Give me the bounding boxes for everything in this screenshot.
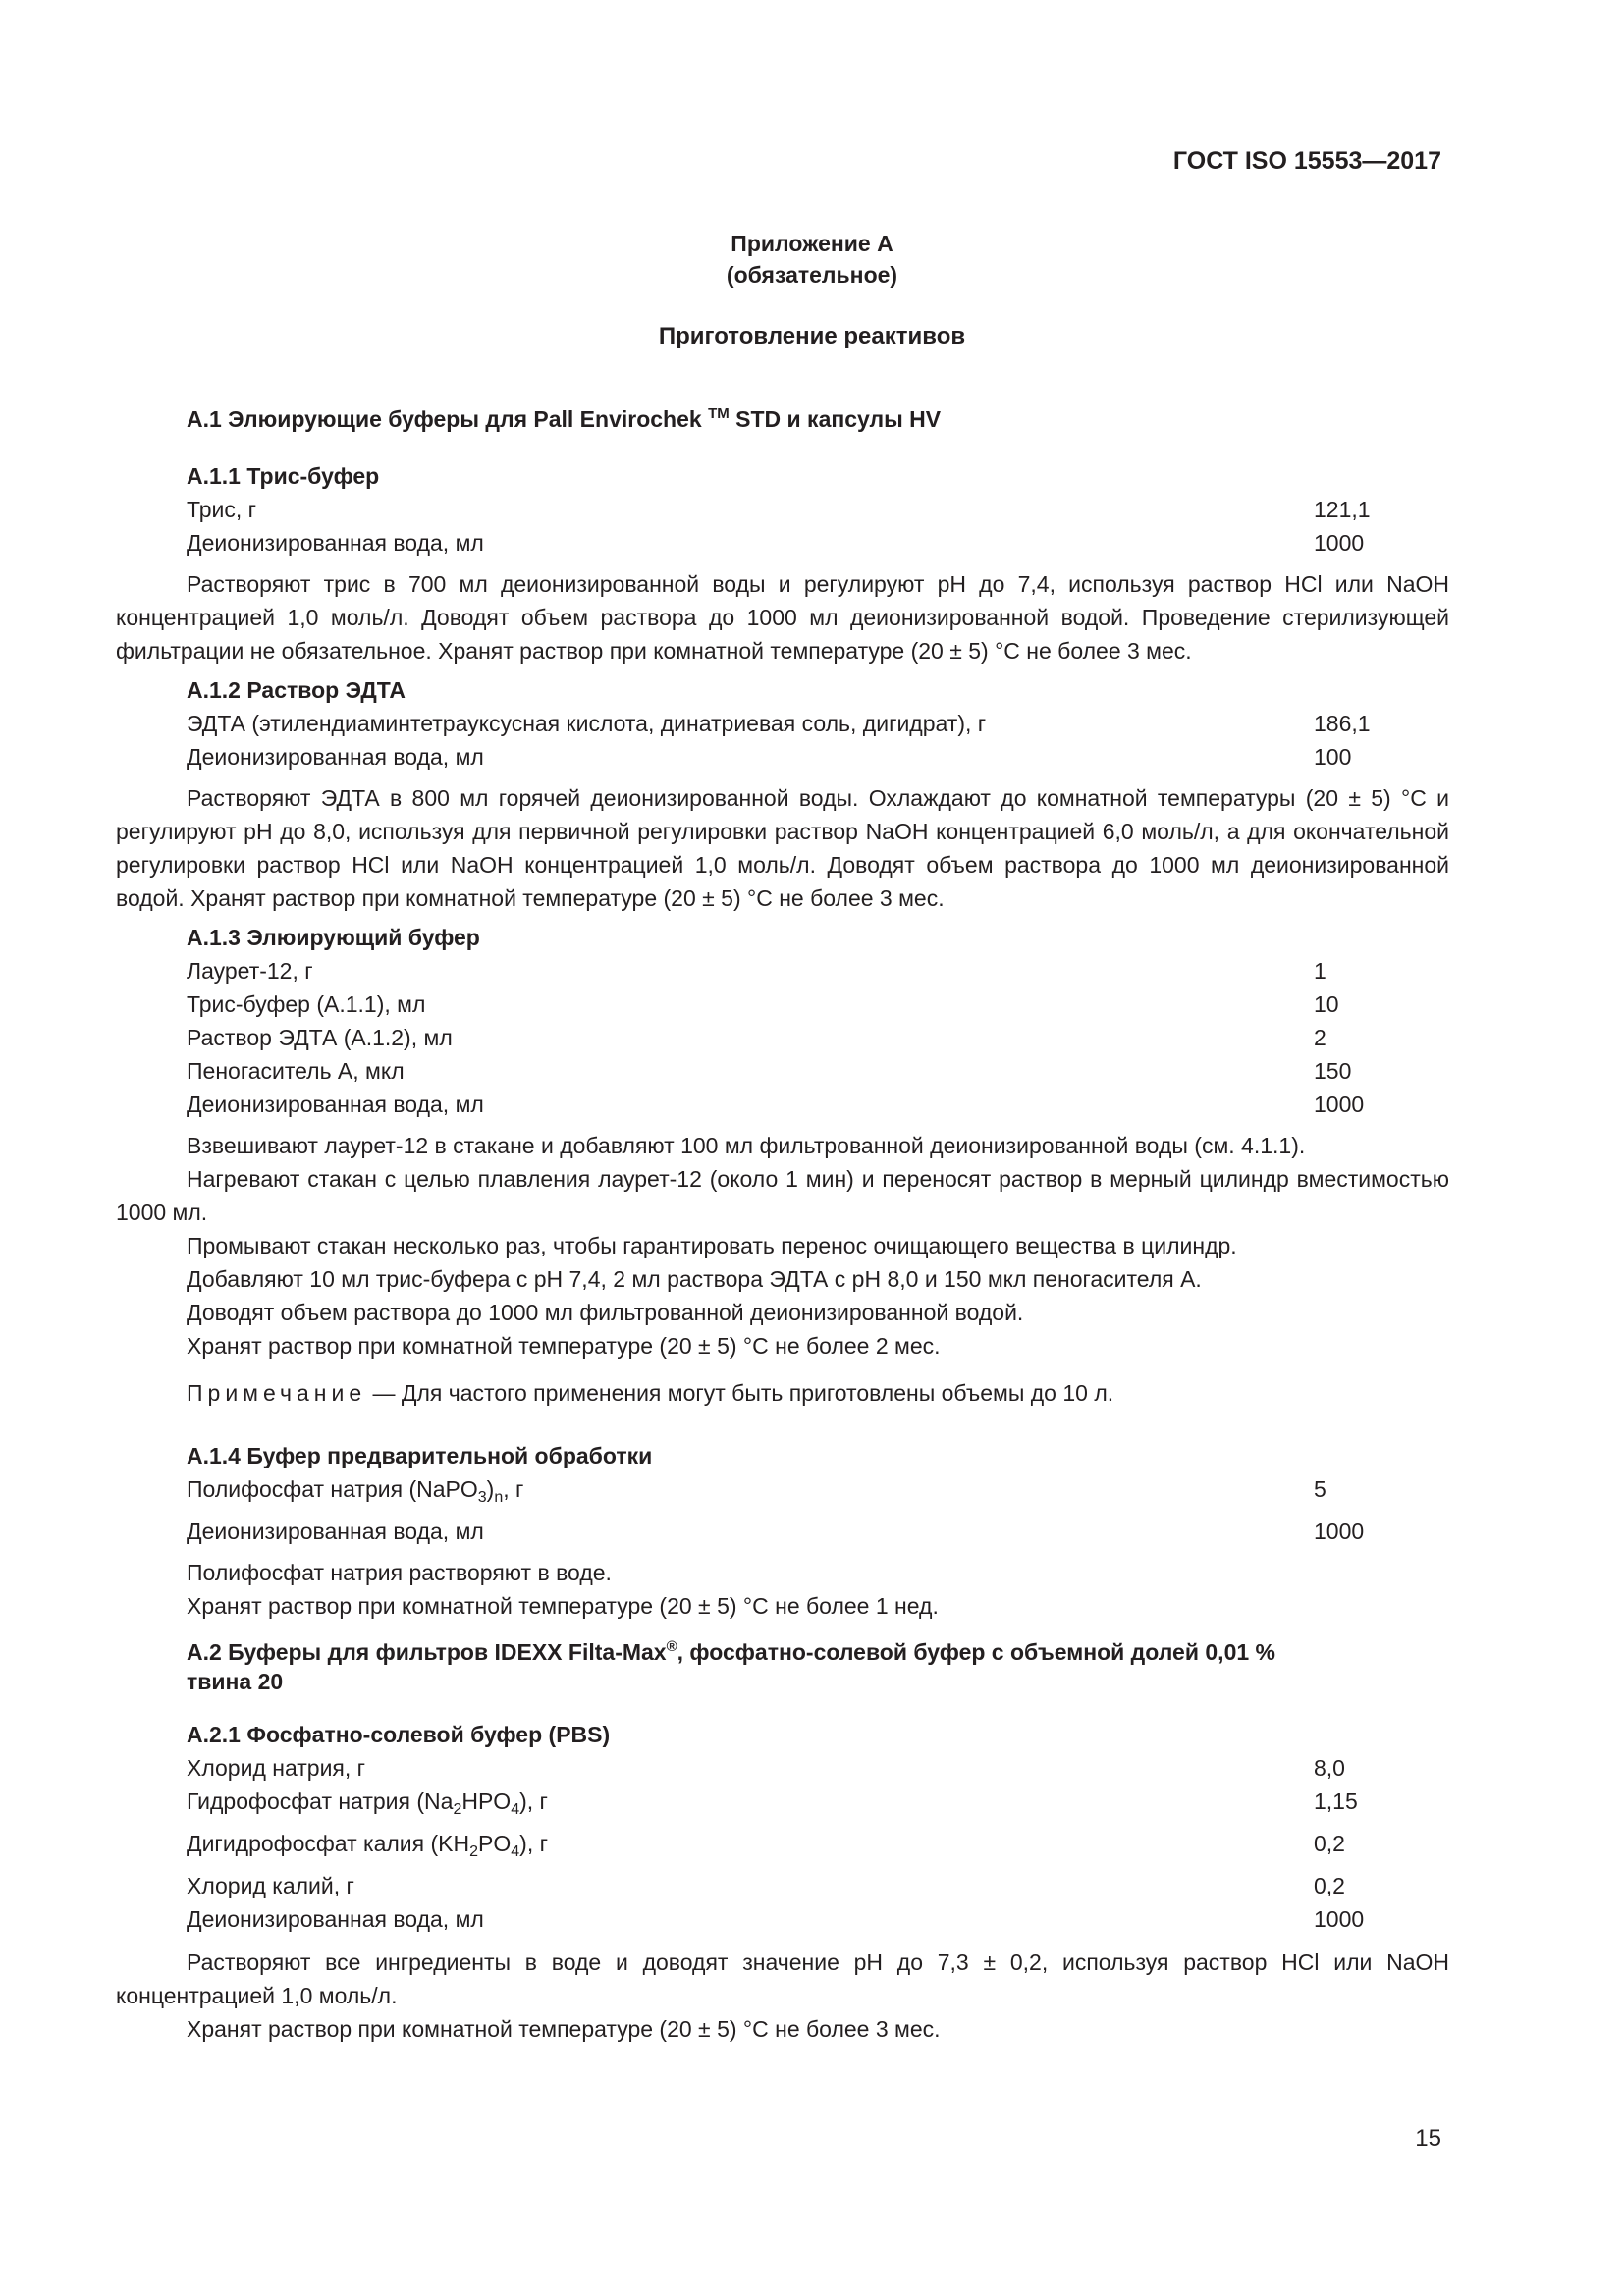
section-a13-heading: А.1.3 Элюирующий буфер — [187, 925, 480, 950]
row-value: 100 — [1314, 744, 1352, 770]
appendix-title: Приготовление реактивов — [658, 323, 966, 349]
table-row — [187, 1088, 1371, 1121]
table-row — [187, 493, 1371, 526]
label-part: Гидрофосфат натрия (Na — [187, 1789, 454, 1814]
table-row — [187, 988, 1371, 1021]
row-value: 1000 — [1314, 1092, 1365, 1117]
row-value: 0,2 — [1314, 1831, 1345, 1856]
table-row — [187, 1827, 1371, 1869]
page-number: 15 — [1415, 2125, 1441, 2152]
row-value: 2 — [1314, 1025, 1326, 1050]
section-a2-heading-text: А.2 Буферы для фильтров IDEXX Filta-Max — [187, 1639, 667, 1665]
table-row — [187, 954, 1371, 988]
row-label: Деионизированная вода, мл — [187, 744, 484, 770]
row-value: 10 — [1314, 991, 1339, 1017]
label-part: Полифосфат натрия (NaPO — [187, 1476, 478, 1502]
label-part: , г — [503, 1476, 524, 1502]
row-label — [187, 1827, 1314, 1869]
row-value: 150 — [1314, 1058, 1352, 1084]
subscript: 2 — [469, 1843, 479, 1860]
paragraph: Взвешивают лаурет-12 в стакане и добавляют 100 мл фильтрованной деионизированной воды (см. 4.1.1). — [187, 1133, 1306, 1158]
row-label: ЭДТА (этилендиаминтетрауксусная кислота, динатриевая соль, дигидрат), г — [187, 711, 987, 736]
paragraph: Нагревают стакан с целью плавления лаурет-12 (около 1 мин) и переносят раствор в мерный цилиндр вместимостью 1000 мл. — [116, 1166, 1449, 1225]
row-value: 1,15 — [1314, 1789, 1358, 1814]
label-part: ), г — [519, 1789, 548, 1814]
row-value: 1000 — [1314, 1519, 1365, 1544]
row-label: Хлорид калий, г — [187, 1873, 354, 1898]
paragraph: Хранят раствор при комнатной температуре (20 ± 5) °С не более 1 нед. — [187, 1593, 939, 1619]
row-value: 1000 — [1314, 1906, 1365, 1932]
row-label: Деионизированная вода, мл — [187, 1092, 484, 1117]
row-value: 1000 — [1314, 530, 1365, 556]
row-label: Пеногаситель А, мкл — [187, 1058, 405, 1084]
subscript: 4 — [511, 1843, 520, 1860]
table-row — [187, 1021, 1371, 1054]
table-row — [187, 1751, 1371, 1785]
paragraph: Полифосфат натрия растворяют в воде. — [187, 1560, 612, 1585]
label-part: ) — [486, 1476, 495, 1502]
document-body — [116, 398, 1449, 2046]
row-value: 186,1 — [1314, 711, 1371, 736]
section-a1-heading — [187, 398, 1449, 436]
row-label: Трис-буфер (А.1.1), мл — [187, 991, 426, 1017]
table-row — [187, 1902, 1371, 1936]
subscript: 3 — [477, 1489, 487, 1506]
trademark-mark: TM — [708, 405, 730, 422]
label-part: PO — [478, 1831, 512, 1856]
paragraph: Хранят раствор при комнатной температуре (20 ± 5) °С не более 2 мес. — [187, 1333, 941, 1359]
note — [187, 1376, 1449, 1410]
paragraph: Хранят раствор при комнатной температуре (20 ± 5) °С не более 3 мес. — [187, 2016, 941, 2042]
table-row — [187, 707, 1371, 740]
label-part: HPO — [461, 1789, 512, 1814]
note-label: Примечание — [187, 1380, 367, 1406]
row-value: 121,1 — [1314, 497, 1371, 522]
label-part: Дигидрофосфат калия (KH — [187, 1831, 470, 1856]
section-a21-heading: А.2.1 Фосфатно-солевой буфер (PBS) — [187, 1722, 611, 1747]
paragraph: Растворяют все ингредиенты в воде и доводят значение pH до 7,3 ± 0,2, используя раствор HCl или NaOH концентрацией 1,0 моль/л. — [116, 1949, 1449, 2008]
section-a2-heading-text: твина 20 — [187, 1669, 284, 1694]
paragraph: Растворяют ЭДТА в 800 мл горячей деионизированной воды. Охлаждают до комнатной температуры (20 ± 5) °С и регулируют pH до 8,0, используя для первичной регулировки раствор NaOH концентрацией 6,0 моль/л, а для окончательной регулировки раствор HCl или NaOH концентрацией 1,0 моль/л. Доводят объем раствора до 1000 мл деионизированной водой. Хранят раствор при комнатной температуре (20 ± 5) °С не более 3 мес. — [116, 785, 1449, 911]
row-label: Деионизированная вода, мл — [187, 1519, 484, 1544]
row-value: 8,0 — [1314, 1755, 1345, 1781]
row-label — [187, 1472, 1314, 1515]
appendix-name: Приложение А — [731, 231, 893, 256]
row-label — [187, 1785, 1314, 1827]
paragraph: Растворяют трис в 700 мл деионизированной воды и регулируют pH до 7,4, используя раствор HCl или NaOH концентрацией 1,0 моль/л. Доводят объем раствора до 1000 мл деионизированной водой. Проведение стерилизующей фильтрации не обязательное. Хранят раствор при комнатной температуре (20 ± 5) °С не более 3 мес. — [116, 571, 1449, 664]
row-value: 5 — [1314, 1476, 1326, 1502]
paragraph: Доводят объем раствора до 1000 мл фильтрованной деионизированной водой. — [187, 1300, 1024, 1325]
row-value: 0,2 — [1314, 1873, 1345, 1898]
table-row — [187, 1869, 1371, 1902]
row-label: Раствор ЭДТА (А.1.2), мл — [187, 1025, 453, 1050]
row-label: Деионизированная вода, мл — [187, 530, 484, 556]
label-part: ), г — [519, 1831, 548, 1856]
section-a1-heading-tail: STD и капсулы HV — [729, 406, 942, 432]
paragraph: Промывают стакан несколько раз, чтобы гарантировать перенос очищающего вещества в цилиндр. — [187, 1233, 1237, 1258]
row-label: Деионизированная вода, мл — [187, 1906, 484, 1932]
row-value: 1 — [1314, 958, 1326, 984]
subscript: 4 — [511, 1801, 520, 1818]
registered-mark: ® — [666, 1638, 677, 1655]
appendix-status: (обязательное) — [726, 262, 898, 288]
section-a11-heading: А.1.1 Трис-буфер — [187, 463, 380, 489]
table-row — [187, 1472, 1371, 1515]
section-a12-heading: А.1.2 Раствор ЭДТА — [187, 677, 406, 703]
section-a14-heading: А.1.4 Буфер предварительной обработки — [187, 1443, 653, 1468]
table-row — [187, 1054, 1371, 1088]
standard-number: ГОСТ ISO 15553—2017 — [1172, 147, 1441, 175]
note-text: — Для частого применения могут быть приготовлены объемы до 10 л. — [366, 1380, 1114, 1406]
row-label: Хлорид натрия, г — [187, 1755, 366, 1781]
table-row — [187, 1785, 1371, 1827]
table-row — [187, 526, 1371, 560]
section-a2-heading-text: , фосфатно-солевой буфер с объемной долей 0,01 % — [677, 1639, 1275, 1665]
subscript: 2 — [453, 1801, 462, 1818]
appendix-label — [0, 228, 1624, 291]
paragraph: Добавляют 10 мл трис-буфера с pH 7,4, 2 мл раствора ЭДТА с pH 8,0 и 150 мкл пеногасителя А. — [187, 1266, 1202, 1292]
table-row — [187, 1515, 1371, 1548]
row-label: Лаурет-12, г — [187, 958, 313, 984]
table-row — [187, 740, 1371, 774]
section-a1-heading-text: А.1 Элюирующие буферы для Pall Envirochek — [187, 406, 702, 432]
row-label: Трис, г — [187, 497, 257, 522]
subscript: n — [494, 1489, 504, 1506]
section-a2-heading — [187, 1632, 1449, 1696]
